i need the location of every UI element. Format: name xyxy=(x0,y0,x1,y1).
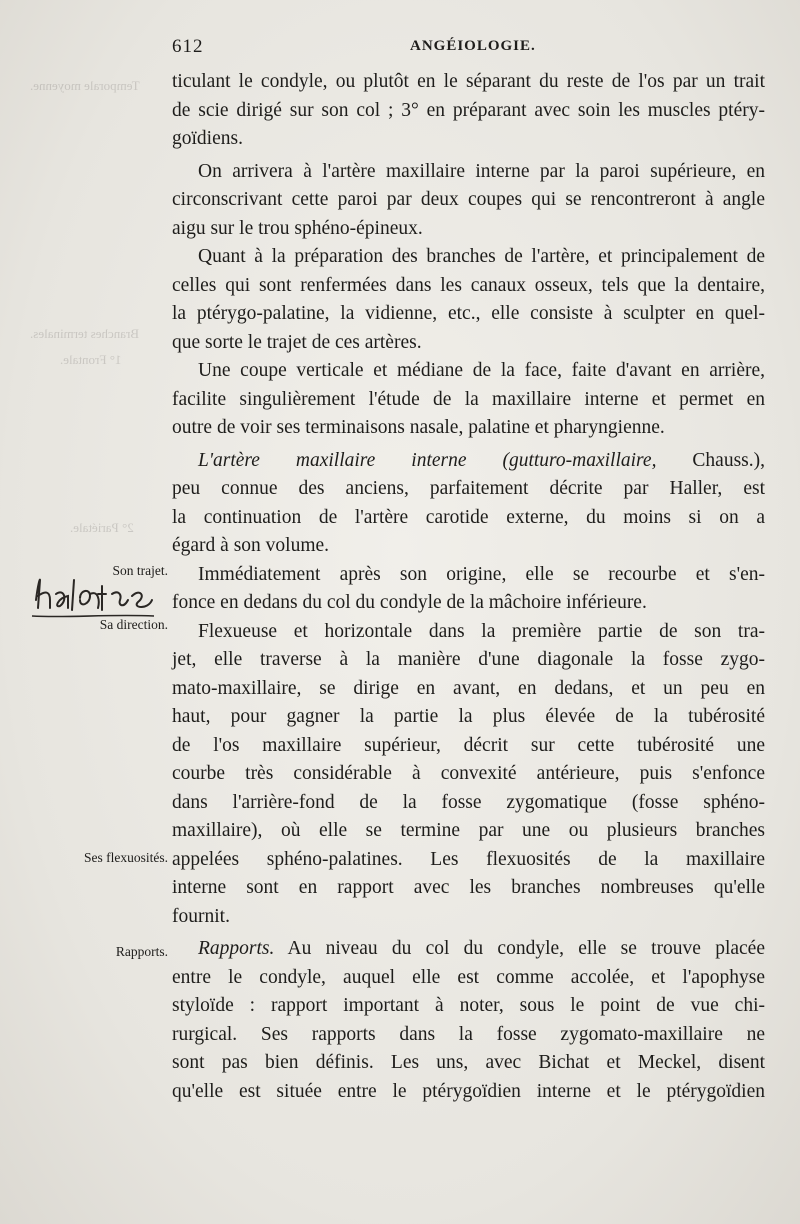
page-header xyxy=(172,36,772,58)
text-line: que sorte le trajet de ces artères. xyxy=(172,331,422,353)
text-line xyxy=(172,447,765,476)
bleed-through-note: Temporale moyenne. xyxy=(30,78,140,93)
text-line: mato-maxillaire, se dirige en avant, en dedans, et un peu en xyxy=(172,677,765,699)
text-line: rurgical. Ses rapports dans la fosse zygomato-maxillaire ne xyxy=(172,1023,765,1045)
text-line: circonscrivant cette paroi par deux coupes qui se rencontreront à angle xyxy=(172,189,765,210)
text-line xyxy=(172,935,765,964)
text-line: fournit. xyxy=(172,905,230,927)
page-number: 612 xyxy=(172,36,204,57)
text-line: la ptérygo-palatine, la vidienne, etc., elle consiste à sculpter en quel- xyxy=(172,303,765,324)
text-line: la continuation de l'artère carotide externe, du moins si on a xyxy=(172,506,765,528)
bleed-through-note: 2° Pariétale. xyxy=(70,520,134,535)
margin-note-rapports: Rapports. xyxy=(115,944,168,959)
text-line: On arrivera à l'artère maxillaire interne par la paroi supérieure, en xyxy=(198,160,765,182)
text-line: courbe très considérable à convexité antérieure, puis s'enfonce xyxy=(172,763,765,784)
running-title: ANGÉIOLOGIE. xyxy=(410,38,536,54)
paragraph xyxy=(172,561,765,618)
text-line: outre de voir ses terminaisons nasale, palatine et pharyngienne. xyxy=(172,417,665,438)
text-line: entre le condyle, auquel elle est comme accolée, et l'apophyse xyxy=(172,966,765,988)
paragraph xyxy=(172,447,765,561)
margin-notes xyxy=(0,0,170,1224)
paragraph xyxy=(172,68,765,154)
section-title-italic: Rapports. xyxy=(198,938,275,959)
text-line: maxillaire), où elle se termine par une ou plusieurs branches xyxy=(172,820,765,841)
text-line: Flexueuse et horizontale dans la première partie de son tra- xyxy=(198,620,765,642)
text-line: haut, pour gagner la partie la plus élevée de la tubérosité xyxy=(172,706,765,727)
text-line: facilite singulièrement l'étude de la maxillaire interne et permet en xyxy=(172,388,765,410)
section-title-italic: L'artère maxillaire interne (gutturo-maxillaire, xyxy=(198,449,657,471)
text-line: Une coupe verticale et médiane de la face, faite d'avant en arrière, xyxy=(198,360,765,381)
text-line: jet, elle traverse à la manière d'une diagonale la fosse zygo- xyxy=(172,649,765,670)
margin-note-flexuosites: Ses flexuosités. xyxy=(84,850,168,865)
margin-note-trajet: Son trajet. xyxy=(112,563,168,578)
text-line: aigu sur le trou sphéno-épineux. xyxy=(172,217,423,239)
paragraph xyxy=(172,357,765,443)
body-text xyxy=(172,68,765,1106)
text-line: fonce en dedans du col du condyle de la mâchoire inférieure. xyxy=(172,592,647,613)
margin-note-direction: Sa direction. xyxy=(99,617,168,632)
paragraph xyxy=(172,618,765,932)
paragraph xyxy=(172,158,765,244)
text-line: égard à son volume. xyxy=(172,535,330,556)
text-line: styloïde : rapport important à noter, sous le point de vue chi- xyxy=(172,995,765,1016)
text-line: dans l'arrière-fond de la fosse zygomatique (fosse sphéno- xyxy=(172,791,765,813)
bleed-through-note: 1° Frontale. xyxy=(60,352,122,367)
text-line: peu connue des anciens, parfaitement décrite par Haller, est xyxy=(172,478,765,499)
text-line: appelées sphéno-palatines. Les flexuosités de la maxillaire xyxy=(172,848,765,870)
bleed-through-note: Branches terminales. xyxy=(30,326,140,341)
handwritten-annotation xyxy=(28,570,158,622)
paragraph xyxy=(172,935,765,1106)
text-line: de l'os maxillaire supérieur, décrit sur cette tubérosité une xyxy=(172,734,765,756)
text-span: Chauss.), xyxy=(656,449,765,471)
paragraph xyxy=(172,243,765,357)
text-line: Quant à la préparation des branches de l'artère, et principalement de xyxy=(198,246,765,267)
text-line: ticulant le condyle, ou plutôt en le séparant du reste de l'os par un trait xyxy=(172,71,765,92)
text-line: qu'elle est située entre le ptérygoïdien interne et le ptérygoïdien xyxy=(172,1080,765,1102)
text-line: de scie dirigé sur son col ; 3° en préparant avec soin les muscles ptéry- xyxy=(172,99,765,121)
text-line: Immédiatement après son origine, elle se recourbe et s'en- xyxy=(198,563,765,585)
text-span: Au niveau du col du condyle, elle se trouve placée xyxy=(274,938,765,959)
text-line: interne sont en rapport avec les branches nombreuses qu'elle xyxy=(172,877,765,898)
text-line: goïdiens. xyxy=(172,128,243,149)
text-line: sont pas bien définis. Les uns, avec Bichat et Meckel, disent xyxy=(172,1052,765,1073)
text-line: celles qui sont renfermées dans les canaux osseux, tels que la dentaire, xyxy=(172,274,765,296)
